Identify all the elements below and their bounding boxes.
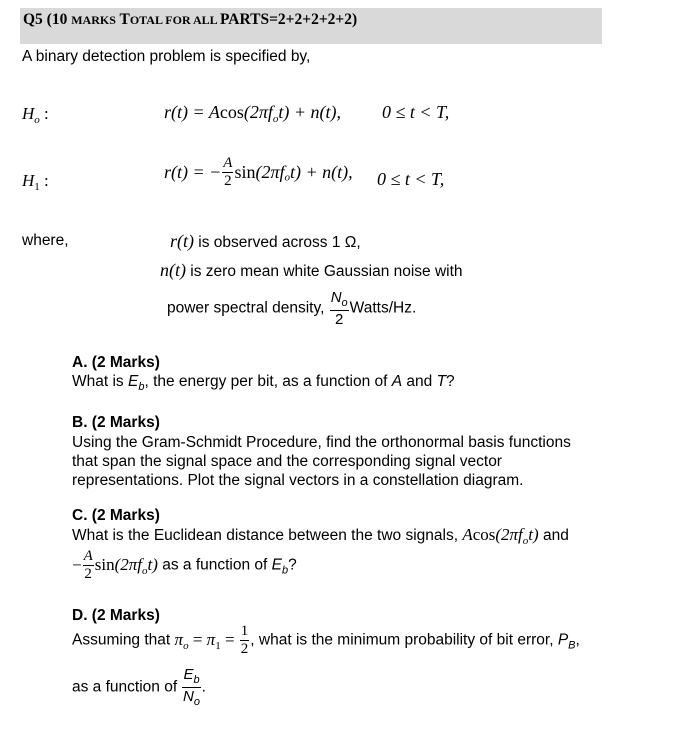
part-d-title: D. (2 Marks)	[72, 607, 160, 624]
h0-range: 0 ≤ t < T,	[382, 102, 450, 122]
part-c-line-2: − $\frac{A}{2}$ $\sin(2\pi f_ot)$ as a function of $E_b$?	[72, 548, 297, 582]
question-title	[23, 11, 357, 29]
total-initial: T	[115, 11, 130, 28]
part-d-fraction: $\frac{1}{2}$	[240, 623, 249, 657]
part-d-line-2: as a function of $\frac{E_b}{N_o}$ .	[72, 666, 206, 708]
question-header	[20, 8, 602, 44]
h1-label: $H_1$ :	[22, 171, 49, 193]
eb-no-ratio: $\frac{E_b}{N_o}$	[183, 666, 200, 708]
part-b-question: Using the Gram-Schmidt Procedure, find the orthonormal basis functions that span the signal space and the corresponding signal vector representations. Plot the signal vectors in a constellation diagram.	[72, 434, 571, 489]
part-c-title: C. (2 Marks)	[72, 507, 160, 524]
parts-initial: PARTS	[219, 11, 270, 28]
where-line-2: n(t) is zero mean white Gaussian noise with	[160, 260, 463, 280]
part-a-question: What is $E_b$, the energy per bit, as a function of A and T?	[72, 373, 455, 393]
part-d-line-1: Assuming that $\pi_o = \pi_1$ = $\frac{1}{2}$ , what is the minimum probability of bit error, $P_B$,	[72, 623, 580, 657]
where-line-1: r(t) is observed across 1 Ω,	[170, 231, 361, 251]
part-c-line-1: What is the Euclidean distance between the two signals, $Acos(2\pi f_ot)$ and	[72, 525, 569, 547]
psd-fraction: $\frac{N_o}{2}$	[330, 289, 348, 328]
marks-word: MARKS	[71, 13, 116, 27]
where-label: where,	[22, 232, 69, 249]
h1-equation: r(t) = − $\frac{A}{2}$ $\sin(2\pi f_ot) + n(t)$,	[164, 155, 353, 189]
part-a-title: A. (2 Marks)	[72, 354, 160, 371]
points-breakdown: =2+2+2+2+2)	[269, 11, 358, 28]
h0-label: $H_o$ :	[22, 104, 49, 126]
h1-fraction: $\frac{A}{2}$	[223, 155, 233, 189]
h1-range: 0 ≤ t < T,	[377, 169, 445, 189]
part-b-title: B. (2 Marks)	[72, 414, 160, 431]
where-line-3: power spectral density, $\frac{N_o}{2}$ Watts/Hz.	[167, 289, 417, 328]
intro-text: A binary detection problem is specified by,	[22, 48, 311, 65]
total-rest: OTAL FOR ALL	[129, 13, 220, 27]
part-c-fraction: $\frac{A}{2}$	[83, 548, 93, 582]
h0-equation: $r(t) = Acos(2\pi f_ot) + n(t)$,	[164, 102, 341, 125]
question-number: Q5 (10	[23, 11, 72, 28]
